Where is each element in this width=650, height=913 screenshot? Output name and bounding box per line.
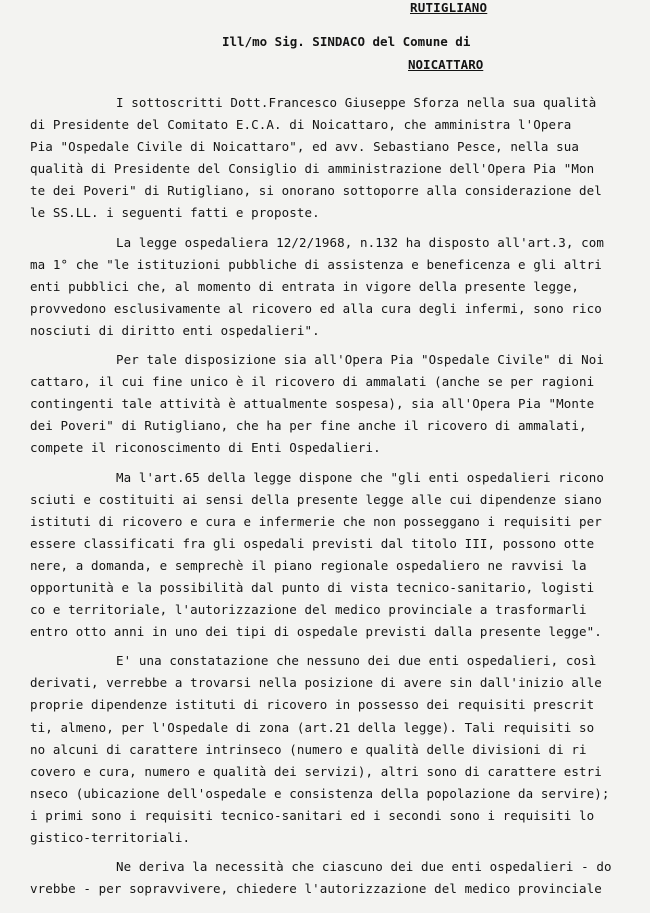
paragraph <box>30 92 650 225</box>
paragraph-gap <box>30 342 650 349</box>
text-line: qualità di Presidente del Consiglio di amministrazione dell'Opera Pia "Mon <box>30 161 595 177</box>
paragraph <box>30 650 650 849</box>
text-line: istituti di ricovero e cura e infermerie che non posseggano i requisiti per <box>30 513 602 529</box>
paragraph <box>30 232 650 342</box>
text-line: enti pubblici che, al momento di entrata in vigore della presente legge, <box>30 278 580 294</box>
text-line: di Presidente del Comitato E.C.A. di Noicattaro, che amministra l'Opera <box>30 117 572 133</box>
text-line: proprie dipendenze istituti di ricovero in possesso dei requisiti prescrit <box>30 697 595 713</box>
text-line: E' una constatazione che nessuno dei due enti ospedalieri, così <box>116 653 597 669</box>
addressee-line-2: NOICATTARO <box>408 57 484 72</box>
text-line: provvedono esclusivamente al ricovero ed alla cura degli infermi, sono rico <box>30 300 602 316</box>
text-line: gistico-territoriali. <box>30 830 191 845</box>
text-line: ma 1° che "le istituzioni pubbliche di assistenza e beneficenza e gli altri <box>30 256 602 272</box>
text-line: cattaro, il cui fine unico è il ricovero di ammalati (anche se per ragioni <box>30 374 595 390</box>
text-line: compete il riconoscimento di Enti Ospedalieri. <box>30 440 381 456</box>
text-line: no alcuni di carattere intrinseco (numero e qualità delle divisioni di ri <box>30 741 587 757</box>
paragraph <box>30 349 650 459</box>
paragraph <box>30 856 650 900</box>
paragraph-gap <box>30 849 650 856</box>
addressee-line-1: Ill/mo Sig. SINDACO del Comune di <box>222 34 471 49</box>
paragraph-gap <box>30 225 650 232</box>
paragraph <box>30 467 650 644</box>
text-line: essere classificati fra gli ospedali previsti dal titolo III, possono otte <box>30 535 595 551</box>
text-line: nere, a domanda, e semprechè il piano regionale ospedaliero ne ravvisi la <box>30 557 587 573</box>
addressee-block <box>222 30 483 76</box>
place-heading: RUTIGLIANO <box>410 0 488 15</box>
text-line: entro otto anni in uno dei tipi di ospedale previsti dalla presente legge". <box>30 624 602 640</box>
letter-body <box>30 92 650 900</box>
text-line: nosciuti di diritto enti ospedalieri". <box>30 322 320 338</box>
text-line: derivati, verrebbe a trovarsi nella posizione di avere sin dall'inizio alle <box>30 675 602 691</box>
text-line: vrebbe - per sopravvivere, chiedere l'autorizzazione del medico provinciale <box>30 881 602 897</box>
text-line: Ma l'art.65 della legge dispone che "gli enti ospedalieri ricono <box>116 469 605 485</box>
text-line: te dei Poveri" di Rutigliano, si onorano sottoporre alla considerazione del <box>30 183 602 199</box>
text-line: dei Poveri" di Rutigliano, che ha per fine anche il ricovero di ammalati, <box>30 418 587 434</box>
text-line: i primi sono i requisiti tecnico-sanitari ed i secondi sono i requisiti lo <box>30 807 595 823</box>
text-line: le SS.LL. i seguenti fatti e proposte. <box>30 205 320 221</box>
text-line: I sottoscritti Dott.Francesco Giuseppe Sforza nella sua qualità <box>116 95 597 110</box>
text-line: nseco (ubicazione dell'ospedale e consistenza della popolazione da servire); <box>30 785 610 801</box>
text-line: sciuti e costituiti ai sensi della presente legge alle cui dipendenze siano <box>30 491 602 507</box>
paragraph-gap <box>30 460 650 467</box>
text-line: ti, almeno, per l'Ospedale di zona (art.21 della legge). Tali requisiti so <box>30 719 595 735</box>
text-line: co e territoriale, l'autorizzazione del medico provinciale a trasformarli <box>30 602 587 618</box>
text-line: opportunità e la possibilità dal punto di vista tecnico-sanitario, logisti <box>30 579 595 595</box>
text-line: La legge ospedaliera 12/2/1968, n.132 ha disposto all'art.3, com <box>116 234 605 250</box>
paragraph-gap <box>30 643 650 650</box>
text-line: Pia "Ospedale Civile di Noicattaro", ed avv. Sebastiano Pesce, nella sua <box>30 139 580 155</box>
text-line: contingenti tale attività è attualmente sospesa), sia all'Opera Pia "Monte <box>30 396 595 412</box>
text-line: Per tale disposizione sia all'Opera Pia "Ospedale Civile" di Noi <box>116 352 605 368</box>
text-line: Ne deriva la necessità che ciascuno dei due enti ospedalieri - do <box>116 859 612 875</box>
text-line: covero e cura, numero e qualità dei servizi), altri sono di carattere estri <box>30 763 602 779</box>
